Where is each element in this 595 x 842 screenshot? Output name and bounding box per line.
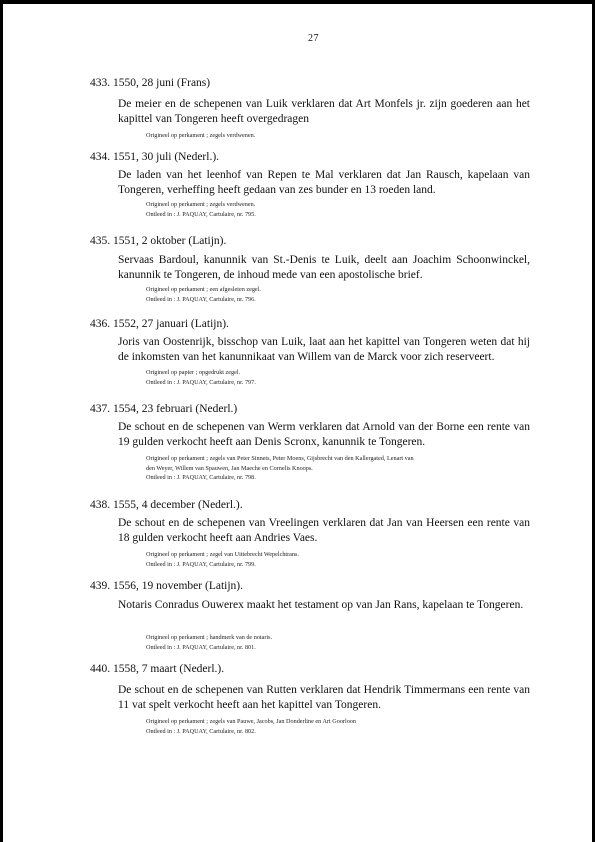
- note-line: Ontleed in : J. PAQUAY, Cartulaire, nr. 802.: [146, 727, 256, 735]
- entry-notes: [146, 717, 546, 736]
- entry-notes: [146, 454, 546, 483]
- note-line: Ontleed in : J. PAQUAY, Cartulaire, nr. 798.: [146, 474, 256, 481]
- entry-summary: De laden van het leenhof van Repen te Mal verklaren dat Jan Rausch, kapelaan van Tongeren, verheffing heeft gedaan van zes bunder en 13 roeden land.: [118, 169, 530, 196]
- entry-summary: Servaas Bardoul, kanunnik van St.-Denis te Luik, deelt aan Joachim Schoonwinckel, kanunnik te Tongeren, de inhoud mede van een apostolische brief.: [118, 254, 530, 281]
- note-line: Origineel op perkament ; zegels verdwenen.: [146, 201, 256, 208]
- page-number: 27: [308, 33, 319, 44]
- note-line: Origineel op perkament ; zegels van Pauwe, Jacobs, Jan Donderline en Art Goorloon: [146, 718, 356, 725]
- note-line: Ontleed in : J. PAQUAY, Cartulaire, nr. 799.: [146, 560, 256, 568]
- entry-summary: De schout en de schepenen van Rutten verklaren dat Hendrik Timmermans een rente van 11 vat spelt verkocht heeft aan het kapittel van Tongeren.: [118, 684, 530, 711]
- entry-summary: De meier en de schepenen van Luik verklaren dat Art Monfels jr. zijn goederen aan het kapittel van Tongeren heeft overgedragen: [118, 98, 530, 125]
- note-line: Ontleed in : J. PAQUAY, Cartulaire, nr. 801.: [146, 643, 256, 651]
- note-line: Ontleed in : J. PAQUAY, Cartulaire, nr. 795.: [146, 210, 256, 218]
- note-line: Origineel op perkament ; zegels van Peter Sinnets, Peter Moens, Gijsbrecht van den Kallergated, Lenart van: [146, 455, 414, 462]
- entry-heading: 433. 1550, 28 juni (Frans): [90, 77, 211, 89]
- entry-summary: De schout en de schepenen van Werm verklaren dat Arnold van der Borne een rente van 19 gulden verkocht heeft aan Denis Scronx, kanunnik te Tongeren.: [118, 421, 530, 448]
- entry-notes: [146, 550, 546, 569]
- entry-summary: Notaris Conradus Ouwerex maakt het testament op van Jan Rans, kapelaan te Tongeren.: [118, 599, 524, 611]
- note-line: Ontleed in : J. PAQUAY, Cartulaire, nr. 796.: [146, 295, 256, 303]
- entry-notes: [146, 633, 546, 652]
- scan-border-left: [0, 0, 3, 842]
- entry-notes: [146, 368, 546, 387]
- entry-heading: 435. 1551, 2 oktober (Latijn).: [90, 235, 227, 247]
- note-line: den Weyer, Willem van Spauwen, Jan Maeche en Cornelis Knoops.: [146, 464, 313, 472]
- entry-heading: 437. 1554, 23 februari (Nederl.): [90, 403, 238, 415]
- scan-border-top: [0, 0, 595, 4]
- entry-heading: 439. 1556, 19 november (Latijn).: [90, 580, 243, 592]
- entry-heading: 434. 1551, 30 juli (Nederl.).: [90, 151, 220, 163]
- entry-notes: [146, 285, 546, 304]
- entry-summary: De schout en de schepenen van Vreelingen verklaren dat Jan van Heersen een rente van 18 gulden verkocht heeft aan Andries Vaes.: [118, 517, 530, 544]
- entry-notes: [146, 200, 546, 219]
- entry-heading: 440. 1558, 7 maart (Nederl.).: [90, 663, 225, 675]
- entry-heading: 438. 1555, 4 december (Nederl.).: [90, 499, 243, 511]
- note-line: Origineel op papier ; opgedrukt zegel.: [146, 369, 241, 376]
- note-line: Origineel op perkament ; zegel van Uittebrecht Wepelchtrans.: [146, 551, 299, 558]
- note-line: Ontleed in : J. PAQUAY, Cartulaire, nr. 797.: [146, 378, 256, 386]
- entry-summary: Joris van Oostenrijk, bisschop van Luik, laat aan het kapittel van Tongeren weten dat hij de inkomsten van het kanunnikaat van Willem van de Marck voor zich reserveert.: [118, 336, 530, 363]
- note-line: Origineel op perkament ; zegels verdwenen.: [146, 132, 256, 139]
- note-line: Origineel op perkament ; een afgesleten zegel.: [146, 286, 261, 293]
- note-line: Origineel op perkament ; handmerk van de notaris.: [146, 634, 273, 641]
- entry-heading: 436. 1552, 27 januari (Latijn).: [90, 318, 229, 330]
- entry-notes: [146, 131, 546, 141]
